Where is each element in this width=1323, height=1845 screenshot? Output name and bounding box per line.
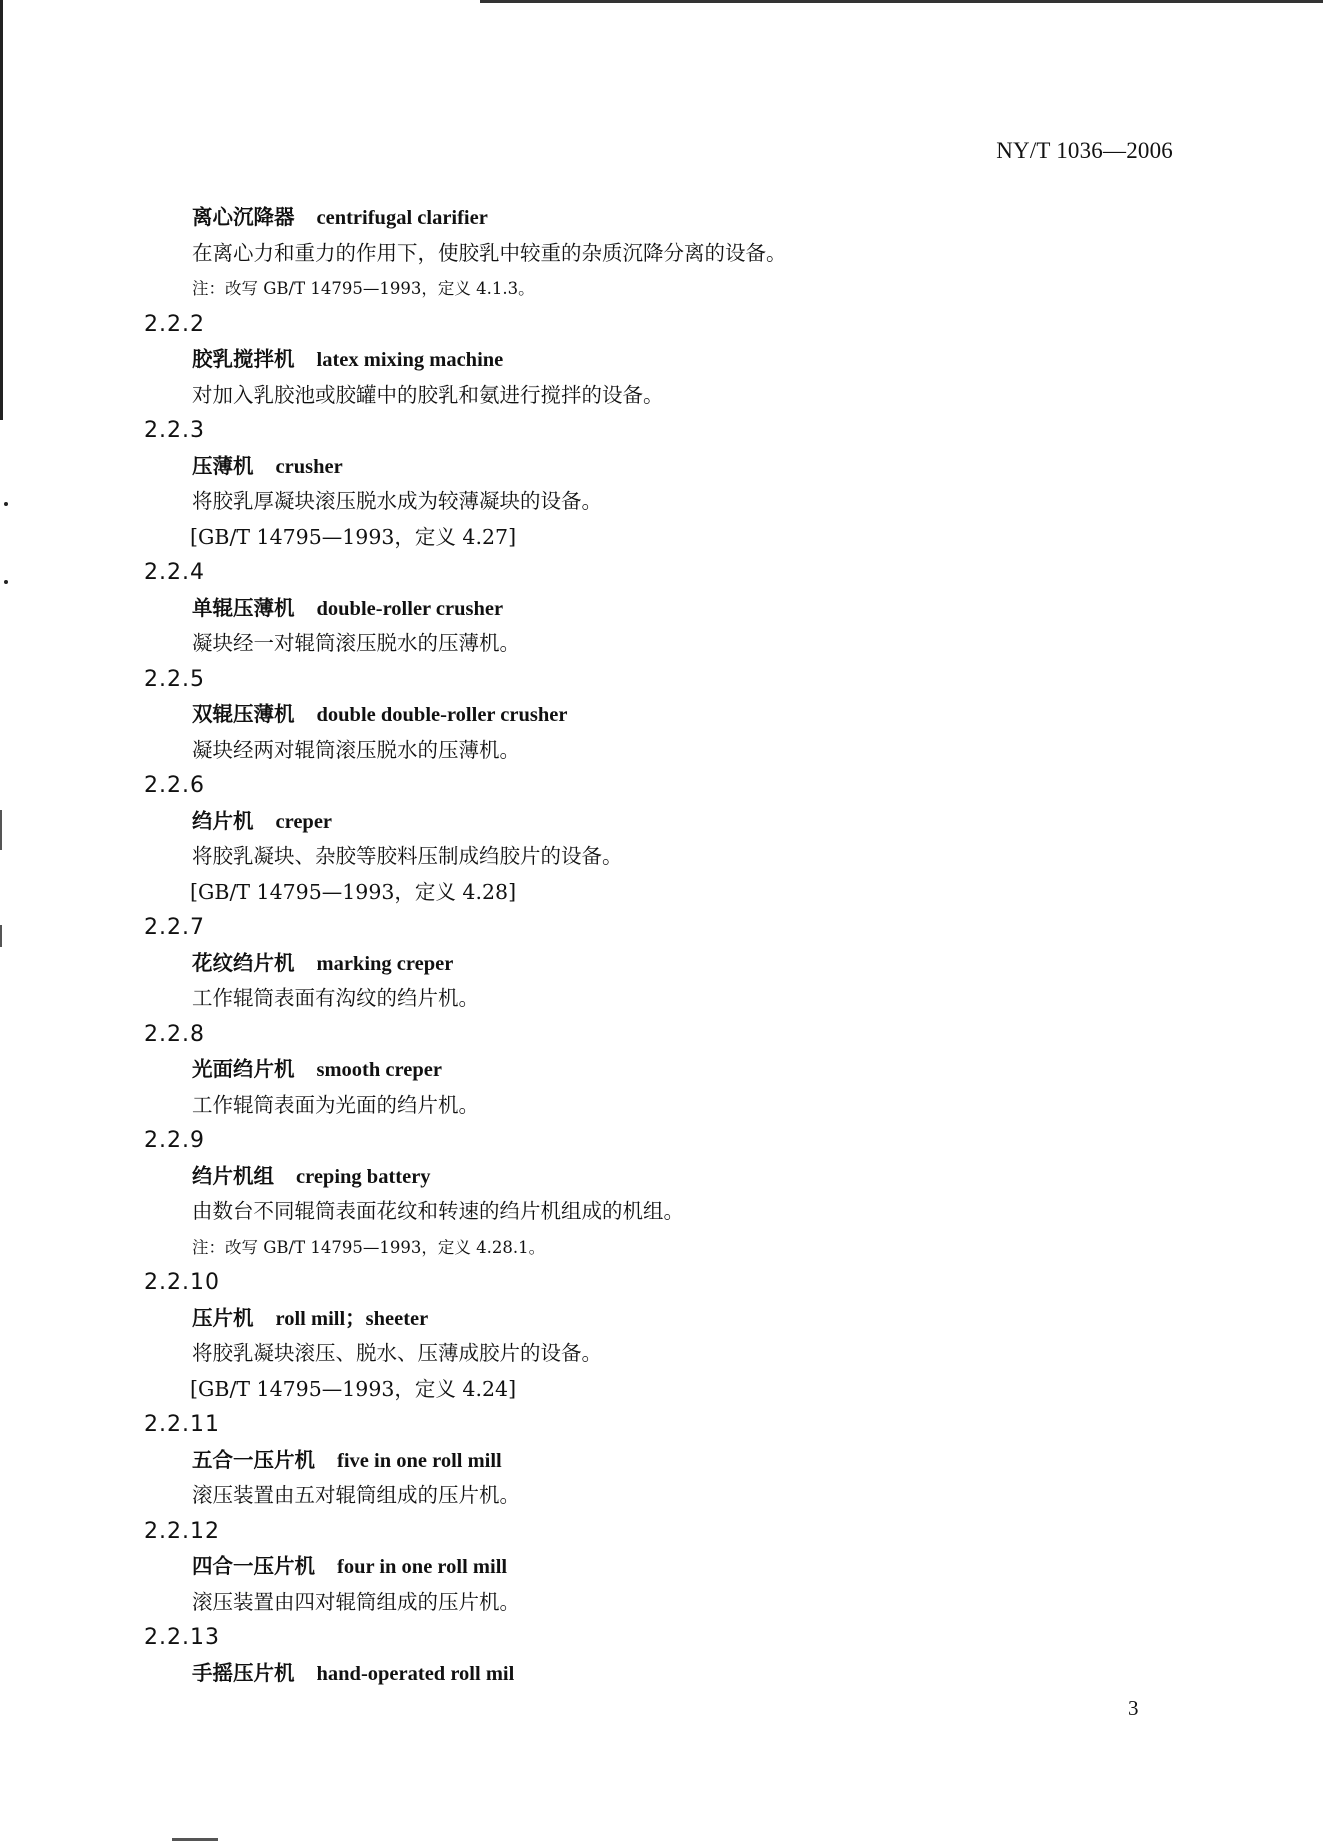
clause-number: 2.2.12 — [144, 1518, 220, 1544]
term-definition: 工作辊筒表面为光面的绉片机。 — [192, 1092, 479, 1117]
term-chinese: 绉片机 — [192, 808, 254, 833]
term-definition: 在离心力和重力的作用下，使胶乳中较重的杂质沉降分离的设备。 — [192, 240, 787, 265]
term-definition: 凝块经一对辊筒滚压脱水的压薄机。 — [192, 631, 520, 655]
term-english: creping battery — [296, 1165, 431, 1188]
term-definition: 由数台不同辊筒表面花纹和转速的绉片机组成的机组。 — [192, 1199, 684, 1223]
term-english: hand-operated roll mil — [316, 1662, 515, 1685]
term-heading — [0, 1052, 1323, 1088]
term-entry — [0, 910, 1323, 1017]
scan-edge-top — [480, 0, 1323, 3]
term-heading — [0, 1549, 1323, 1585]
term-chinese: 胶乳搅拌机 — [192, 347, 295, 371]
term-entry — [0, 555, 1323, 662]
term-entry — [0, 1620, 1323, 1691]
term-heading — [0, 1301, 1323, 1337]
term-english: crusher — [275, 455, 343, 478]
term-heading — [0, 449, 1323, 485]
term-english: four in one roll mill — [337, 1556, 508, 1578]
term-entry — [0, 662, 1323, 769]
clause-number: 2.2.4 — [144, 560, 205, 585]
term-entry — [0, 413, 1323, 555]
clause-number: 2.2.10 — [144, 1270, 220, 1295]
term-entry — [0, 768, 1323, 910]
term-english: latex mixing machine — [316, 349, 504, 371]
term-heading — [0, 342, 1323, 378]
term-chinese: 绉片机组 — [192, 1163, 274, 1188]
term-chinese: 离心沉降器 — [192, 205, 295, 229]
term-chinese: 单辊压薄机 — [192, 595, 295, 620]
clause-number: 2.2.11 — [144, 1412, 220, 1437]
term-english: double-roller crusher — [316, 597, 504, 620]
term-entry — [0, 1123, 1323, 1265]
term-entry — [0, 1407, 1323, 1514]
term-entry — [0, 1017, 1323, 1124]
clause-number: 2.2.13 — [144, 1625, 220, 1650]
term-heading — [0, 1159, 1323, 1195]
term-chinese: 四合一压片机 — [192, 1554, 315, 1578]
term-source: [GB/T 14795—1993，定义 4.27] — [190, 524, 517, 549]
term-chinese: 压薄机 — [192, 453, 254, 478]
clause-number: 2.2.9 — [144, 1128, 205, 1153]
term-heading — [0, 200, 1323, 236]
term-english: centrifugal clarifier — [316, 207, 488, 229]
term-definition: 将胶乳凝块滚压、脱水、压薄成胶片的设备。 — [192, 1341, 602, 1365]
term-english: double double-roller crusher — [316, 704, 568, 726]
term-heading — [0, 591, 1323, 627]
term-source: [GB/T 14795—1993，定义 4.24] — [190, 1376, 517, 1401]
term-chinese: 花纹绉片机 — [192, 950, 295, 975]
term-chinese: 压片机 — [192, 1305, 254, 1330]
term-english: roll mill；sheeter — [275, 1307, 429, 1330]
term-entry — [0, 307, 1323, 414]
page-number: 3 — [1128, 1696, 1139, 1720]
term-note: 注：改写 GB/T 14795—1993，定义 4.28.1。 — [192, 1237, 546, 1257]
standard-code: NY/T 1036—2006 — [996, 138, 1173, 163]
term-english: marking creper — [316, 952, 454, 975]
term-definition: 工作辊筒表面有沟纹的绉片机。 — [192, 986, 479, 1010]
clause-number: 2.2.3 — [144, 418, 205, 443]
clause-number: 2.2.5 — [144, 666, 205, 692]
term-definition: 滚压装置由五对辊筒组成的压片机。 — [192, 1483, 520, 1507]
clause-number: 2.2.7 — [144, 915, 205, 940]
term-note: 注：改写 GB/T 14795—1993，定义 4.1.3。 — [192, 279, 535, 298]
term-chinese: 光面绉片机 — [192, 1057, 295, 1081]
term-chinese: 双辊压薄机 — [192, 702, 295, 726]
term-heading — [0, 1443, 1323, 1479]
term-english: smooth creper — [316, 1059, 442, 1081]
term-entry — [0, 200, 1323, 307]
clause-number: 2.2.8 — [144, 1021, 205, 1047]
term-english: five in one roll mill — [337, 1449, 502, 1472]
clause-number: 2.2.6 — [144, 773, 205, 798]
clause-number: 2.2.2 — [144, 311, 205, 337]
term-definition: 凝块经两对辊筒滚压脱水的压薄机。 — [192, 737, 520, 762]
scan-bottom-mark — [172, 1838, 218, 1841]
term-english: creper — [275, 810, 333, 833]
term-definition: 滚压装置由四对辊筒组成的压片机。 — [192, 1589, 520, 1614]
term-definition: 将胶乳厚凝块滚压脱水成为较薄凝块的设备。 — [192, 489, 602, 513]
term-heading — [0, 804, 1323, 840]
term-entry — [0, 1265, 1323, 1407]
term-heading — [0, 946, 1323, 982]
term-source: [GB/T 14795—1993，定义 4.28] — [190, 879, 517, 904]
term-entry — [0, 1514, 1323, 1621]
term-definition: 对加入乳胶池或胶罐中的胶乳和氨进行搅拌的设备。 — [192, 382, 664, 407]
term-heading — [0, 697, 1323, 733]
term-chinese: 手摇压片机 — [192, 1660, 295, 1685]
document-body — [0, 200, 1323, 1691]
term-heading — [0, 1656, 1323, 1692]
term-chinese: 五合一压片机 — [192, 1447, 315, 1472]
term-definition: 将胶乳凝块、杂胶等胶料压制成绉胶片的设备。 — [192, 844, 623, 868]
